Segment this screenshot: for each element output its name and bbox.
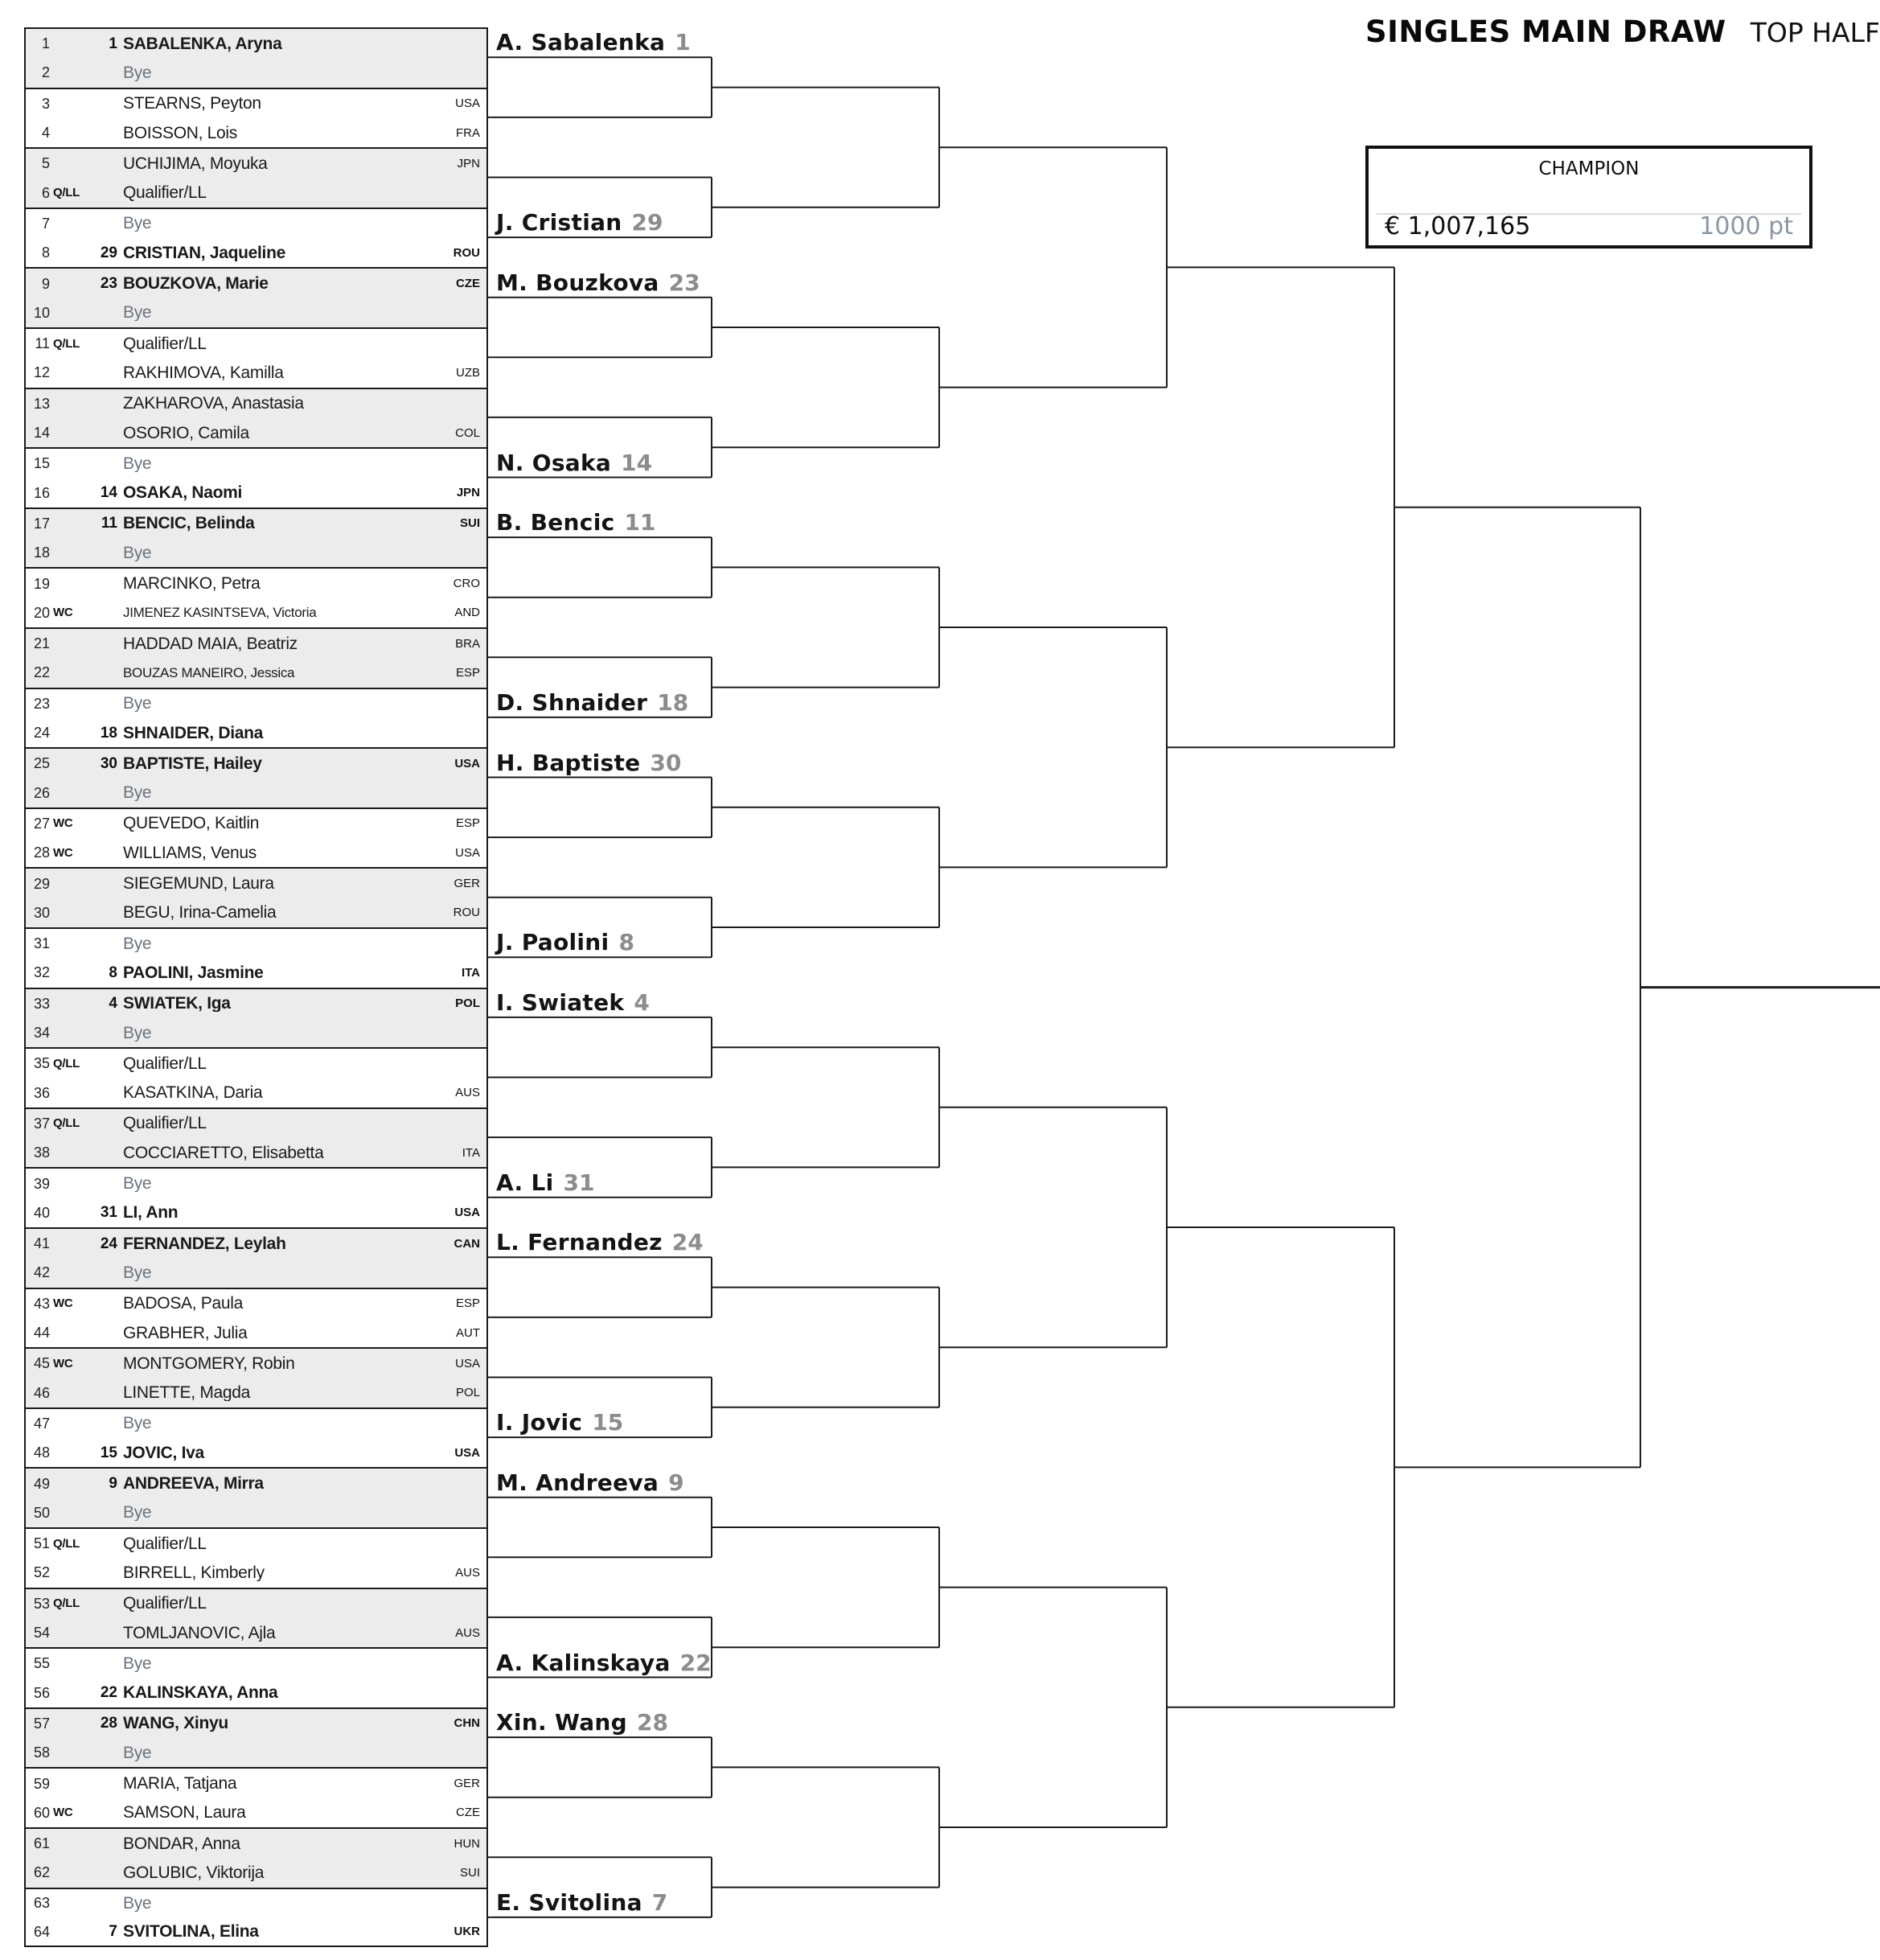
advancer-label [496, 688, 688, 716]
country-code: ROU [453, 906, 480, 920]
entry-number: 39 [33, 1175, 50, 1192]
player-name: ANDREEVA, Mirra [123, 1475, 264, 1493]
advancer-name: H. Baptiste [496, 749, 641, 776]
entry-number: 13 [33, 395, 50, 412]
entry-number: 27 [33, 815, 50, 832]
entry-seed: 9 [109, 1475, 117, 1493]
entry-number: 8 [41, 244, 50, 261]
entry-number: 19 [33, 575, 50, 592]
entry-number: 58 [33, 1744, 50, 1761]
player-name: SABALENKA, Aryna [123, 35, 282, 52]
player-name: TOMLJANOVIC, Ajla [123, 1624, 276, 1642]
country-code: CZE [456, 1806, 480, 1820]
country-code: POL [455, 996, 480, 1011]
advancer-seed: 1 [675, 29, 691, 56]
player-name: Bye [123, 1264, 152, 1281]
entry-number: 40 [33, 1204, 50, 1221]
entry-seed: 28 [100, 1715, 117, 1732]
entry-number: 63 [33, 1895, 50, 1912]
entry-number: 49 [33, 1475, 50, 1492]
entry-seed: 15 [100, 1444, 117, 1461]
entry-number: 41 [33, 1235, 50, 1252]
entry-seed: 7 [109, 1923, 117, 1941]
entry-number: 61 [33, 1835, 50, 1852]
player-name: GOLUBIC, Viktorija [123, 1863, 265, 1881]
entry-number: 17 [33, 515, 50, 532]
entry-type-tag: WC [53, 1806, 73, 1820]
entry-seed: 11 [101, 515, 117, 532]
player-name: Bye [123, 1894, 152, 1912]
player-name: Bye [123, 1504, 152, 1522]
country-code: COL [455, 425, 480, 440]
entry-seed: 18 [100, 724, 117, 742]
advancer-name: I. Swiatek [496, 988, 625, 1016]
player-name: Bye [123, 1175, 152, 1193]
entry-number: 45 [33, 1355, 50, 1372]
player-name: BOUZKOVA, Marie [123, 275, 269, 293]
country-code: GER [454, 877, 480, 891]
entry-number: 38 [33, 1144, 50, 1161]
entry-number: 32 [33, 964, 50, 981]
entry-number: 7 [41, 215, 50, 232]
entry-number: 5 [41, 155, 50, 172]
entry-number: 42 [33, 1264, 50, 1281]
country-code: AUS [455, 1565, 480, 1580]
country-code: ESP [455, 816, 480, 831]
advancer-label [496, 508, 655, 536]
player-name: GRABHER, Julia [123, 1324, 248, 1342]
entry-type-tag: Q/LL [53, 1056, 80, 1070]
player-name: ZAKHAROVA, Anastasia [123, 395, 304, 413]
country-code: GER [454, 1777, 480, 1791]
player-name: OSAKA, Naomi [123, 484, 243, 502]
page-title-main: SINGLES MAIN DRAW [1365, 14, 1726, 49]
country-code: SUI [459, 1865, 480, 1880]
entry-number: 46 [33, 1384, 50, 1401]
player-name: BAPTISTE, Hailey [123, 754, 262, 772]
country-code: AUS [455, 1625, 480, 1640]
country-code: CRO [453, 577, 480, 591]
advancer-label [496, 928, 634, 955]
player-name: Qualifier/LL [123, 1115, 207, 1132]
country-code: UZB [456, 365, 480, 380]
entry-number: 50 [33, 1504, 50, 1521]
advancer-name: A. Sabalenka [496, 29, 666, 56]
player-name: KASATKINA, Daria [123, 1084, 263, 1102]
entry-type-tag: WC [53, 1296, 73, 1311]
entry-number: 35 [33, 1055, 50, 1072]
player-name: SWIATEK, Iga [123, 995, 231, 1013]
advancer-name: Xin. Wang [496, 1709, 627, 1736]
country-code: USA [454, 1206, 480, 1220]
advancer-label [496, 269, 700, 296]
player-name: Bye [123, 695, 152, 713]
entry-seed: 22 [100, 1684, 117, 1702]
player-name: LI, Ann [123, 1204, 179, 1222]
entry-type-tag: WC [53, 816, 73, 831]
entry-number: 54 [33, 1625, 50, 1642]
country-code: ESP [455, 1296, 480, 1311]
advancer-seed: 7 [651, 1888, 668, 1916]
player-name: Bye [123, 1744, 152, 1761]
player-name: WANG, Xinyu [123, 1715, 228, 1732]
advancer-seed: 11 [624, 509, 656, 536]
entry-number: 22 [33, 664, 50, 681]
advancer-label [496, 1408, 623, 1436]
country-code: FRA [456, 125, 480, 140]
player-name: BIRRELL, Kimberly [123, 1563, 265, 1581]
country-code: ESP [455, 665, 480, 680]
entry-number: 10 [33, 304, 50, 321]
advancer-name: L. Fernandez [496, 1229, 663, 1256]
entry-type-tag: Q/LL [53, 336, 80, 351]
advancer-seed: 31 [563, 1169, 595, 1196]
country-code: CHN [454, 1716, 480, 1731]
advancer-label [496, 749, 681, 776]
country-code: CZE [456, 277, 480, 291]
entry-number: 47 [33, 1415, 50, 1432]
entry-number: 23 [33, 695, 50, 712]
entry-number: 25 [33, 755, 50, 772]
advancer-seed: 24 [671, 1229, 704, 1256]
champion-ranking-points: 1000 pt [1699, 212, 1793, 240]
advancer-seed: 18 [657, 688, 689, 716]
player-name: MONTGOMERY, Robin [123, 1354, 295, 1372]
advancer-name: J. Cristian [496, 209, 622, 236]
entry-number: 14 [33, 425, 50, 442]
advancer-label [496, 1469, 684, 1496]
advancer-seed: 28 [636, 1709, 668, 1736]
entry-seed: 29 [100, 244, 117, 261]
entry-number: 9 [41, 275, 50, 292]
advancer-name: B. Bencic [496, 509, 615, 536]
entry-number: 48 [33, 1444, 50, 1461]
player-name: JOVIC, Iva [123, 1444, 204, 1461]
entry-number: 44 [33, 1325, 50, 1342]
player-name: WILLIAMS, Venus [123, 844, 257, 861]
advancer-name: E. Svitolina [496, 1888, 642, 1916]
player-name: MARCINKO, Petra [123, 575, 261, 593]
entry-number: 57 [33, 1715, 50, 1732]
player-name: BENCIC, Belinda [123, 515, 255, 532]
advancer-name: M. Bouzkova [496, 269, 659, 296]
country-code: AND [454, 606, 480, 620]
player-name: BADOSA, Paula [123, 1295, 244, 1313]
player-name: Bye [123, 784, 152, 802]
advancer-name: A. Li [496, 1169, 554, 1196]
player-name: RAKHIMOVA, Kamilla [123, 364, 284, 381]
advancer-label [496, 1708, 668, 1736]
country-code: ITA [461, 965, 480, 980]
entry-number: 12 [33, 364, 50, 381]
player-name: SIEGEMUND, Laura [123, 875, 274, 893]
advancer-seed: 29 [631, 209, 663, 236]
advancer-label [496, 208, 663, 236]
country-code: HUN [454, 1836, 480, 1851]
country-code: AUT [456, 1325, 480, 1340]
player-name: Bye [123, 215, 152, 232]
entry-number: 11 [35, 335, 50, 352]
entry-number: 64 [33, 1923, 50, 1940]
advancer-label [496, 28, 691, 55]
entry-seed: 24 [100, 1235, 117, 1252]
entry-number: 33 [33, 995, 50, 1012]
player-name: SAMSON, Laura [123, 1804, 246, 1822]
entry-number: 51 [33, 1535, 50, 1552]
advancer-label [496, 988, 650, 1016]
advancer-seed: 8 [618, 929, 634, 956]
player-name: Bye [123, 304, 152, 322]
player-name: LINETTE, Magda [123, 1384, 251, 1402]
player-name: SHNAIDER, Diana [123, 724, 264, 742]
entry-number: 18 [33, 544, 50, 561]
player-name: JIMENEZ KASINTSEVA, Victoria [123, 606, 317, 620]
entry-type-tag: Q/LL [53, 186, 80, 200]
advancer-seed: 23 [668, 269, 700, 296]
entry-number: 20 [33, 604, 50, 621]
country-code: BRA [455, 636, 480, 651]
entry-type-tag: Q/LL [53, 1596, 80, 1611]
player-name: COCCIARETTO, Elisabetta [123, 1144, 324, 1161]
player-name: OSORIO, Camila [123, 424, 249, 442]
player-name: HADDAD MAIA, Beatriz [123, 635, 298, 652]
advancer-name: J. Paolini [496, 929, 610, 956]
player-name: Qualifier/LL [123, 1054, 207, 1072]
player-name: Qualifier/LL [123, 335, 207, 352]
entry-number: 60 [33, 1804, 50, 1821]
advancer-name: N. Osaka [496, 449, 612, 476]
entry-number: 56 [33, 1684, 50, 1701]
country-code: USA [454, 756, 480, 770]
player-name: Bye [123, 544, 152, 561]
entry-seed: 31 [100, 1204, 117, 1222]
country-code: UKR [454, 1925, 480, 1939]
player-name: CRISTIAN, Jaqueline [123, 244, 286, 261]
entry-number: 15 [33, 455, 50, 472]
entry-number: 31 [33, 935, 50, 952]
entry-number: 1 [41, 35, 50, 52]
player-name: SVITOLINA, Elina [123, 1923, 259, 1941]
advancer-label [496, 1169, 594, 1196]
entry-seed: 4 [109, 995, 117, 1013]
entry-type-tag: WC [53, 606, 73, 620]
country-code: POL [455, 1386, 480, 1400]
entry-number: 24 [33, 725, 50, 742]
champion-prize-money: € 1,007,165 [1385, 212, 1531, 240]
advancer-seed: 4 [634, 988, 650, 1016]
player-name: QUEVEDO, Kaitlin [123, 815, 260, 832]
entry-number: 30 [33, 904, 50, 921]
champion-heading: CHAMPION [1538, 158, 1640, 179]
advancer-name: I. Jovic [496, 1409, 583, 1436]
advancer-seed: 15 [592, 1409, 624, 1436]
country-code: USA [455, 845, 480, 860]
advancer-name: A. Kalinskaya [496, 1649, 671, 1676]
advancer-name: D. Shnaider [496, 688, 648, 716]
entry-type-tag: WC [53, 1356, 73, 1370]
country-code: USA [454, 1445, 480, 1460]
country-code: USA [455, 1356, 480, 1370]
player-name: KALINSKAYA, Anna [123, 1684, 278, 1702]
advancer-label [496, 449, 652, 476]
entry-type-tag: Q/LL [53, 1116, 80, 1131]
player-name: PAOLINI, Jasmine [123, 964, 264, 981]
player-name: Qualifier/LL [123, 184, 207, 202]
player-name: UCHIJIMA, Moyuka [123, 154, 268, 172]
entry-number: 34 [33, 1025, 50, 1042]
entry-number: 36 [33, 1084, 50, 1101]
player-name: BOUZAS MANEIRO, Jessica [123, 665, 295, 680]
player-name: Bye [123, 1024, 152, 1042]
entry-seed: 23 [100, 275, 117, 293]
player-name: STEARNS, Peyton [123, 95, 261, 113]
entry-number: 6 [41, 184, 50, 201]
country-code: ITA [462, 1145, 480, 1160]
player-name: BOISSON, Lois [123, 124, 237, 142]
advancer-seed: 9 [668, 1469, 684, 1496]
page-title-sub: TOP HALF [1750, 17, 1880, 48]
player-name: BONDAR, Anna [123, 1835, 240, 1852]
country-code: SUI [459, 516, 480, 531]
entry-number: 2 [41, 64, 50, 81]
country-code: JPN [456, 486, 480, 500]
entry-number: 4 [41, 125, 50, 142]
entry-seed: 14 [100, 484, 117, 502]
player-name: Qualifier/LL [123, 1535, 207, 1552]
player-name: Qualifier/LL [123, 1595, 207, 1613]
advancer-label [496, 1888, 667, 1916]
player-name: Bye [123, 1415, 152, 1432]
advancer-seed: 30 [650, 749, 682, 776]
country-code: USA [455, 97, 480, 111]
entry-seed: 30 [100, 754, 117, 772]
player-name: Bye [123, 454, 152, 472]
player-name: MARIA, Tatjana [123, 1775, 237, 1793]
entry-seed: 1 [109, 35, 117, 52]
entry-number: 62 [33, 1864, 50, 1881]
entry-type-tag: Q/LL [53, 1536, 80, 1551]
advancer-seed: 14 [621, 449, 653, 476]
country-code: ROU [453, 245, 480, 260]
entry-number: 53 [33, 1595, 50, 1612]
country-code: AUS [455, 1086, 480, 1100]
entry-number: 3 [41, 95, 50, 112]
player-name: FERNANDEZ, Leylah [123, 1235, 286, 1252]
entry-number: 52 [33, 1564, 50, 1581]
player-name: BEGU, Irina-Camelia [123, 904, 277, 922]
entry-number: 21 [33, 635, 50, 652]
entry-number: 43 [33, 1295, 50, 1312]
entry-number: 55 [33, 1655, 50, 1672]
advancer-name: M. Andreeva [496, 1469, 659, 1496]
country-code: JPN [457, 156, 480, 171]
player-name: Bye [123, 935, 152, 952]
entry-number: 37 [33, 1115, 50, 1132]
entry-number: 26 [33, 784, 50, 801]
entry-seed: 8 [109, 964, 117, 981]
entry-type-tag: WC [53, 845, 73, 860]
advancer-seed: 22 [679, 1649, 712, 1676]
player-name: Bye [123, 64, 152, 81]
player-name: Bye [123, 1654, 152, 1672]
entry-number: 16 [33, 484, 50, 501]
advancer-label [496, 1649, 712, 1676]
entry-number: 28 [33, 844, 50, 861]
country-code: CAN [454, 1236, 480, 1251]
entry-number: 29 [33, 875, 50, 892]
entry-number: 59 [33, 1775, 50, 1792]
advancer-label [496, 1228, 704, 1255]
